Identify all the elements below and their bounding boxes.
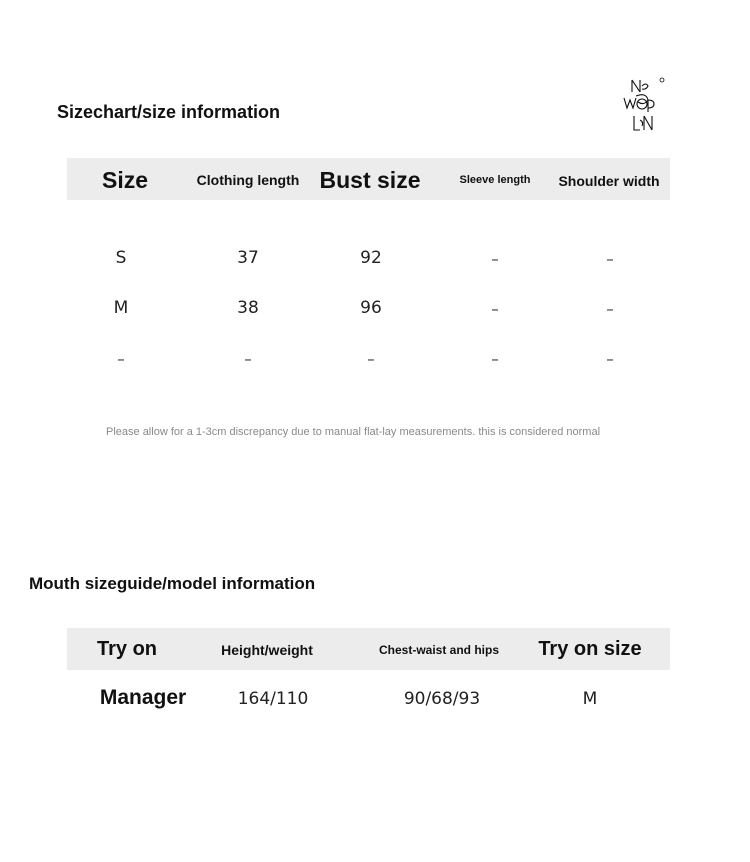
table-cell: 164/110 — [237, 689, 309, 709]
table-cell: 90/68/93 — [403, 689, 481, 709]
table-row — [67, 248, 670, 272]
table-cell: – — [117, 350, 125, 368]
table-cell: Manager — [99, 686, 187, 709]
measurement-note: Please allow for a 1-3cm discrepancy due to manual flat-lay measurements. this is considered normal — [106, 426, 601, 438]
table-cell: – — [491, 350, 499, 368]
col-header-try-on: Try on — [96, 638, 158, 660]
table-cell: – — [491, 250, 499, 268]
table-cell: – — [606, 250, 614, 268]
model-table-header — [67, 628, 670, 670]
size-table-header — [67, 158, 670, 200]
table-cell: – — [491, 300, 499, 318]
table-cell: 38 — [237, 298, 259, 318]
model-section-title: Mouth sizeguide/model information — [29, 574, 316, 593]
table-cell: – — [606, 350, 614, 368]
table-cell: S — [115, 248, 127, 268]
table-cell: 96 — [360, 298, 382, 318]
size-section-title: Sizechart/size information — [57, 102, 281, 122]
col-header-bust-size: Bust size — [319, 167, 421, 193]
table-row — [67, 298, 670, 322]
table-cell: M — [113, 298, 129, 318]
col-header-height-weight: Height/weight — [221, 642, 313, 658]
table-cell: 37 — [237, 248, 259, 268]
brand-monogram-logo-icon — [618, 74, 668, 140]
col-header-chest-waist-hips: Chest-waist and hips — [378, 643, 500, 657]
col-header-shoulder-width: Shoulder width — [558, 173, 660, 189]
brand-logo — [618, 74, 668, 140]
table-cell: M — [582, 689, 598, 709]
table-row — [67, 348, 670, 372]
col-header-clothing-length: Clothing length — [196, 172, 300, 188]
col-header-size: Size — [101, 167, 149, 193]
col-header-try-on-size: Try on size — [538, 638, 642, 660]
table-row — [67, 686, 670, 716]
table-cell: 92 — [360, 248, 382, 268]
table-cell: – — [244, 350, 252, 368]
col-header-sleeve-length: Sleeve length — [459, 174, 531, 186]
table-cell: – — [367, 350, 375, 368]
table-cell: – — [606, 300, 614, 318]
